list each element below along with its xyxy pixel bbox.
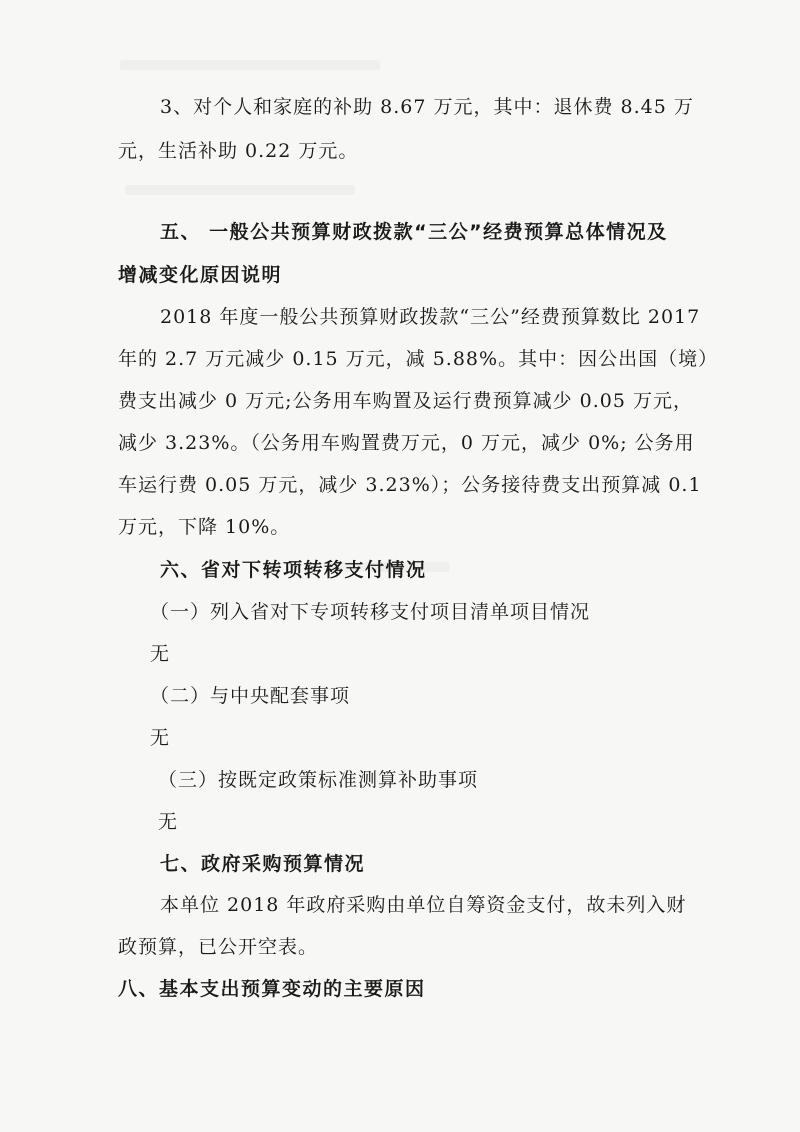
section-6-sub-3-value: 无 xyxy=(158,811,179,833)
section-6-sub-1: （一）列入省对下专项转移支付项目清单项目情况 xyxy=(150,601,591,623)
paragraph-3-line-2: 元，生活补助 0.22 万元。 xyxy=(118,140,359,162)
paragraph-3-line-1: 3、对个人和家庭的补助 8.67 万元，其中：退休费 8.45 万 xyxy=(160,96,694,118)
bleed-through-shadow xyxy=(125,185,355,195)
section-5-heading-line-2: 增减变化原因说明 xyxy=(118,264,283,286)
section-5-body-line-5: 车运行费 0.05 万元，减少 3.23%）；公务接待费支出预算减 0.1 xyxy=(118,474,702,496)
section-5-body-line-3: 费支出减少 0 万元;公务用车购置及运行费预算减少 0.05 万元， xyxy=(118,390,693,412)
section-5-heading-line-1: 五、 一般公共预算财政拨款“三公”经费预算总体情况及 xyxy=(160,221,668,243)
section-6-sub-1-value: 无 xyxy=(150,643,171,665)
section-7-body-line-2: 政预算，已公开空表。 xyxy=(118,936,319,958)
section-5-body-line-2: 年的 2.7 万元减少 0.15 万元，减 5.88%。其中：因公出国（境） xyxy=(118,348,719,370)
section-6-sub-2-value: 无 xyxy=(150,727,171,749)
bleed-through-shadow xyxy=(120,60,380,70)
section-7-body-line-1: 本单位 2018 年政府采购由单位自筹资金支付，故未列入财 xyxy=(160,894,687,916)
section-6-sub-3: （三）按既定政策标准测算补助事项 xyxy=(158,769,479,791)
section-6-heading: 六、省对下转项转移支付情况 xyxy=(160,559,427,581)
section-8-heading: 八、基本支出预算变动的主要原因 xyxy=(118,978,426,1000)
section-5-body-line-1: 2018 年度一般公共预算财政拨款“三公”经费预算数比 2017 xyxy=(160,306,701,328)
section-7-heading: 七、政府采购预算情况 xyxy=(160,853,366,875)
section-5-body-line-4: 减少 3.23%。（公务用车购置费万元，0 万元，减少 0%; 公务用 xyxy=(118,432,695,454)
section-5-body-line-6: 万元，下降 10%。 xyxy=(118,516,291,538)
section-6-sub-2: （二）与中央配套事项 xyxy=(150,685,351,707)
